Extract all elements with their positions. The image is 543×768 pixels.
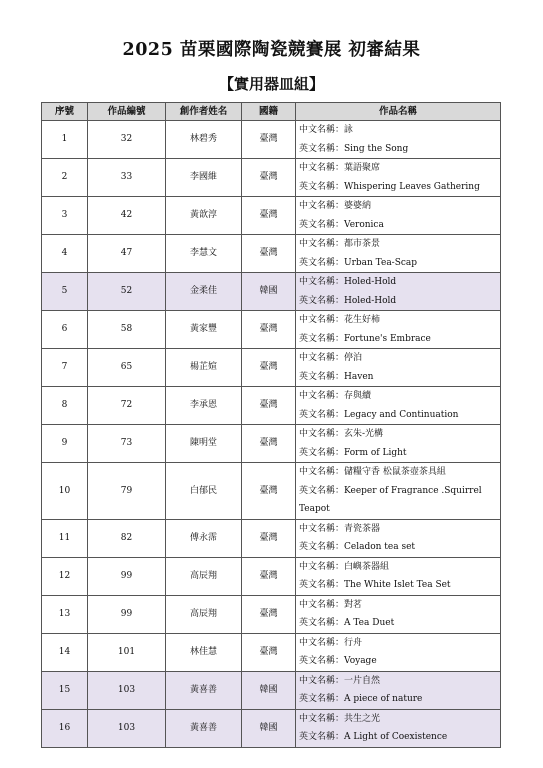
table-row xyxy=(42,311,501,349)
chinese-title-line-label: 中文名稱： xyxy=(299,467,345,477)
chinese-title-line-value: 玄朱-光構 xyxy=(344,429,384,439)
chinese-title-line xyxy=(299,634,500,653)
english-title-line-label: 英文名稱： xyxy=(299,447,345,458)
chinese-title-line-value: 都市茶景 xyxy=(344,239,381,249)
artist-cell: 林佳慧 xyxy=(166,633,242,671)
chinese-title-line xyxy=(299,463,500,482)
english-title-line-label: 英文名稱： xyxy=(299,656,345,666)
table-row xyxy=(42,159,501,197)
nationality-cell: 臺灣 xyxy=(242,349,296,387)
nationality-cell: 臺灣 xyxy=(242,311,296,349)
chinese-title-line xyxy=(299,311,500,330)
table-body xyxy=(42,121,501,748)
table-row xyxy=(42,425,501,463)
seq-cell: 14 xyxy=(42,633,88,671)
seq-cell: 7 xyxy=(42,349,88,387)
nationality-cell: 臺灣 xyxy=(242,235,296,273)
chinese-title-line-label: 中文名稱： xyxy=(299,163,345,173)
english-title-line-value: Veronica xyxy=(344,219,384,230)
chinese-title-line-value: 行舟 xyxy=(344,637,363,648)
artist-cell: 黃喜善 xyxy=(166,709,242,747)
english-title-line-label: 英文名稱： xyxy=(299,219,345,230)
english-title-line-label: 英文名稱： xyxy=(299,295,345,306)
english-title-line-label: 英文名稱： xyxy=(299,580,345,590)
chinese-title-line-value: 婆婆納 xyxy=(344,201,372,211)
artist-cell: 楊芷媗 xyxy=(166,349,242,387)
seq-cell: 2 xyxy=(42,159,88,197)
col-header-title: 作品名稱 xyxy=(296,103,501,121)
english-title-line xyxy=(299,178,500,197)
chinese-title-line xyxy=(299,273,500,292)
chinese-title-line xyxy=(299,558,500,577)
col-header-artist: 創作者姓名 xyxy=(166,103,242,121)
chinese-title-line-value: 存與續 xyxy=(344,391,372,401)
english-title-line-value: Holed-Hold xyxy=(344,295,397,306)
chinese-title-line-label: 中文名稱： xyxy=(299,125,345,135)
entry-no-cell: 47 xyxy=(88,235,166,273)
seq-cell: 16 xyxy=(42,709,88,747)
seq-cell: 11 xyxy=(42,519,88,557)
chinese-title-line-label: 中文名稱： xyxy=(299,523,345,534)
nationality-cell: 韓國 xyxy=(242,671,296,709)
nationality-cell: 臺灣 xyxy=(242,633,296,671)
title-cell xyxy=(296,159,501,197)
chinese-title-line-value: 對茗 xyxy=(344,599,363,610)
english-title-line-value: The White Islet Tea Set xyxy=(344,580,451,590)
english-title-line-value: A Light of Coexistence xyxy=(344,732,448,742)
english-title-line-value: Fortune's Embrace xyxy=(344,333,431,344)
chinese-title-line-label: 中文名稱： xyxy=(299,277,345,287)
english-title-line-label: 英文名稱： xyxy=(299,143,345,154)
chinese-title-line-label: 中文名稱： xyxy=(299,239,345,249)
table-row xyxy=(42,595,501,633)
title-cell xyxy=(296,557,501,595)
entry-no-cell: 99 xyxy=(88,595,166,633)
nationality-cell: 臺灣 xyxy=(242,159,296,197)
nationality-cell: 韓國 xyxy=(242,709,296,747)
artist-cell: 高辰翔 xyxy=(166,595,242,633)
seq-cell: 4 xyxy=(42,235,88,273)
english-title-line-label: 英文名稱： xyxy=(299,618,345,628)
table-row xyxy=(42,349,501,387)
artist-cell: 金柔佳 xyxy=(166,273,242,311)
entry-no-cell: 103 xyxy=(88,709,166,747)
chinese-title-line xyxy=(299,235,500,254)
english-title-line xyxy=(299,728,500,747)
chinese-title-line-value: Holed-Hold xyxy=(344,277,397,287)
seq-cell: 10 xyxy=(42,463,88,520)
english-title-line-value: Keeper of Fragrance .Squirrel Teapot xyxy=(299,485,482,514)
nationality-cell: 臺灣 xyxy=(242,557,296,595)
english-title-line-label: 英文名稱： xyxy=(299,409,345,420)
seq-cell: 5 xyxy=(42,273,88,311)
english-title-line-value: Voyage xyxy=(344,656,377,666)
chinese-title-line xyxy=(299,349,500,368)
table-row xyxy=(42,273,501,311)
col-header-seq: 序號 xyxy=(42,103,88,121)
artist-cell: 陳明堂 xyxy=(166,425,242,463)
english-title-line-value: A piece of nature xyxy=(344,694,423,704)
seq-cell: 9 xyxy=(42,425,88,463)
title-cell xyxy=(296,273,501,311)
table-row xyxy=(42,671,501,709)
english-title-line xyxy=(299,690,500,709)
english-title-line xyxy=(299,140,500,159)
chinese-title-line xyxy=(299,159,500,178)
chinese-title-line-value: 共生之光 xyxy=(344,713,381,724)
chinese-title-line-label: 中文名稱： xyxy=(299,637,345,648)
seq-cell: 6 xyxy=(42,311,88,349)
results-table xyxy=(41,102,501,748)
chinese-title-line-label: 中文名稱： xyxy=(299,315,345,325)
english-title-line-label: 英文名稱： xyxy=(299,732,345,742)
chinese-title-line-label: 中文名稱： xyxy=(299,391,345,401)
entry-no-cell: 58 xyxy=(88,311,166,349)
english-title-line xyxy=(299,538,500,557)
table-row xyxy=(42,235,501,273)
nationality-cell: 臺灣 xyxy=(242,121,296,159)
seq-cell: 13 xyxy=(42,595,88,633)
entry-no-cell: 65 xyxy=(88,349,166,387)
entry-no-cell: 101 xyxy=(88,633,166,671)
title-cell xyxy=(296,387,501,425)
seq-cell: 3 xyxy=(42,197,88,235)
title-cell xyxy=(296,463,501,520)
artist-cell: 李承恩 xyxy=(166,387,242,425)
table-row xyxy=(42,557,501,595)
chinese-title-line-label: 中文名稱： xyxy=(299,561,345,572)
artist-cell: 黃歆淳 xyxy=(166,197,242,235)
entry-no-cell: 72 xyxy=(88,387,166,425)
english-title-line xyxy=(299,368,500,387)
english-title-line xyxy=(299,330,500,349)
entry-no-cell: 103 xyxy=(88,671,166,709)
entry-no-cell: 52 xyxy=(88,273,166,311)
chinese-title-line-label: 中文名稱： xyxy=(299,599,345,610)
chinese-title-line-value: 葉語聚席 xyxy=(344,163,381,173)
table-header-row xyxy=(42,103,501,121)
english-title-line-value: A Tea Duet xyxy=(344,618,395,628)
chinese-title-line xyxy=(299,672,500,691)
chinese-title-line-value: 一片自然 xyxy=(344,675,381,686)
english-title-line-value: Form of Light xyxy=(344,447,407,458)
entry-no-cell: 99 xyxy=(88,557,166,595)
chinese-title-line xyxy=(299,387,500,406)
artist-cell: 黃家豐 xyxy=(166,311,242,349)
nationality-cell: 臺灣 xyxy=(242,425,296,463)
table-row xyxy=(42,519,501,557)
chinese-title-line-value: 停泊 xyxy=(344,353,363,363)
title-cell xyxy=(296,235,501,273)
english-title-line-label: 英文名稱： xyxy=(299,257,345,268)
english-title-line-label: 英文名稱： xyxy=(299,371,345,382)
chinese-title-line-value: 詠 xyxy=(344,125,354,135)
chinese-title-line xyxy=(299,121,500,140)
english-title-line xyxy=(299,216,500,235)
english-title-line-label: 英文名稱： xyxy=(299,694,345,704)
chinese-title-line-value: 青瓷茶器 xyxy=(344,523,381,534)
english-title-line xyxy=(299,482,500,519)
artist-cell: 李慧文 xyxy=(166,235,242,273)
english-title-line-value: Celadon tea set xyxy=(344,542,416,552)
entry-no-cell: 79 xyxy=(88,463,166,520)
chinese-title-line-label: 中文名稱： xyxy=(299,675,345,686)
artist-cell: 傅永霈 xyxy=(166,519,242,557)
title-cell xyxy=(296,121,501,159)
nationality-cell: 臺灣 xyxy=(242,197,296,235)
nationality-cell: 臺灣 xyxy=(242,387,296,425)
title-cell xyxy=(296,633,501,671)
title-cell xyxy=(296,197,501,235)
chinese-title-line-label: 中文名稱： xyxy=(299,713,345,724)
english-title-line xyxy=(299,652,500,671)
title-cell xyxy=(296,709,501,747)
english-title-line xyxy=(299,614,500,633)
chinese-title-line-value: 白嶼茶器組 xyxy=(344,561,390,572)
chinese-title-line-label: 中文名稱： xyxy=(299,201,345,211)
table-row xyxy=(42,387,501,425)
nationality-cell: 韓國 xyxy=(242,273,296,311)
entry-no-cell: 32 xyxy=(88,121,166,159)
title-cell xyxy=(296,349,501,387)
chinese-title-line xyxy=(299,596,500,615)
table-row xyxy=(42,633,501,671)
chinese-title-line xyxy=(299,520,500,539)
col-header-nationality: 國籍 xyxy=(242,103,296,121)
table-row xyxy=(42,709,501,747)
english-title-line xyxy=(299,254,500,273)
english-title-line xyxy=(299,406,500,425)
english-title-line-value: Haven xyxy=(344,371,374,382)
chinese-title-line-label: 中文名稱： xyxy=(299,429,345,439)
english-title-line-label: 英文名稱： xyxy=(299,542,345,552)
artist-cell: 黃喜善 xyxy=(166,671,242,709)
english-title-line xyxy=(299,444,500,463)
title-cell xyxy=(296,519,501,557)
nationality-cell: 臺灣 xyxy=(242,519,296,557)
table-row xyxy=(42,121,501,159)
title-cell xyxy=(296,311,501,349)
nationality-cell: 臺灣 xyxy=(242,463,296,520)
title-cell xyxy=(296,595,501,633)
entry-no-cell: 42 xyxy=(88,197,166,235)
chinese-title-line xyxy=(299,425,500,444)
category-subtitle: 【實用器皿組】 xyxy=(218,75,324,93)
chinese-title-line xyxy=(299,710,500,729)
english-title-line xyxy=(299,292,500,311)
page-title: 2025 苗栗國際陶瓷競賽展 初審結果 xyxy=(122,40,421,60)
seq-cell: 15 xyxy=(42,671,88,709)
english-title-line-label: 英文名稱： xyxy=(299,485,345,496)
entry-no-cell: 73 xyxy=(88,425,166,463)
chinese-title-line-label: 中文名稱： xyxy=(299,353,345,363)
artist-cell: 林碧秀 xyxy=(166,121,242,159)
seq-cell: 1 xyxy=(42,121,88,159)
chinese-title-line xyxy=(299,197,500,216)
artist-cell: 李國維 xyxy=(166,159,242,197)
artist-cell: 高辰翔 xyxy=(166,557,242,595)
title-cell xyxy=(296,425,501,463)
table-row xyxy=(42,197,501,235)
english-title-line xyxy=(299,576,500,595)
seq-cell: 12 xyxy=(42,557,88,595)
nationality-cell: 臺灣 xyxy=(242,595,296,633)
english-title-line-value: Whispering Leaves Gathering xyxy=(344,181,480,192)
chinese-title-line-value: 花生好柿 xyxy=(344,315,381,325)
english-title-line-value: Urban Tea-Scap xyxy=(344,257,418,268)
entry-no-cell: 82 xyxy=(88,519,166,557)
english-title-line-value: Legacy and Continuation xyxy=(344,409,459,420)
col-header-entry-no: 作品編號 xyxy=(88,103,166,121)
artist-cell: 白郁民 xyxy=(166,463,242,520)
english-title-line-value: Sing the Song xyxy=(344,143,409,154)
chinese-title-line-value: 儲糧守香 松鼠茶壺茶具組 xyxy=(344,467,446,477)
english-title-line-label: 英文名稱： xyxy=(299,181,345,192)
english-title-line-label: 英文名稱： xyxy=(299,333,345,344)
seq-cell: 8 xyxy=(42,387,88,425)
title-cell xyxy=(296,671,501,709)
table-row xyxy=(42,463,501,520)
entry-no-cell: 33 xyxy=(88,159,166,197)
